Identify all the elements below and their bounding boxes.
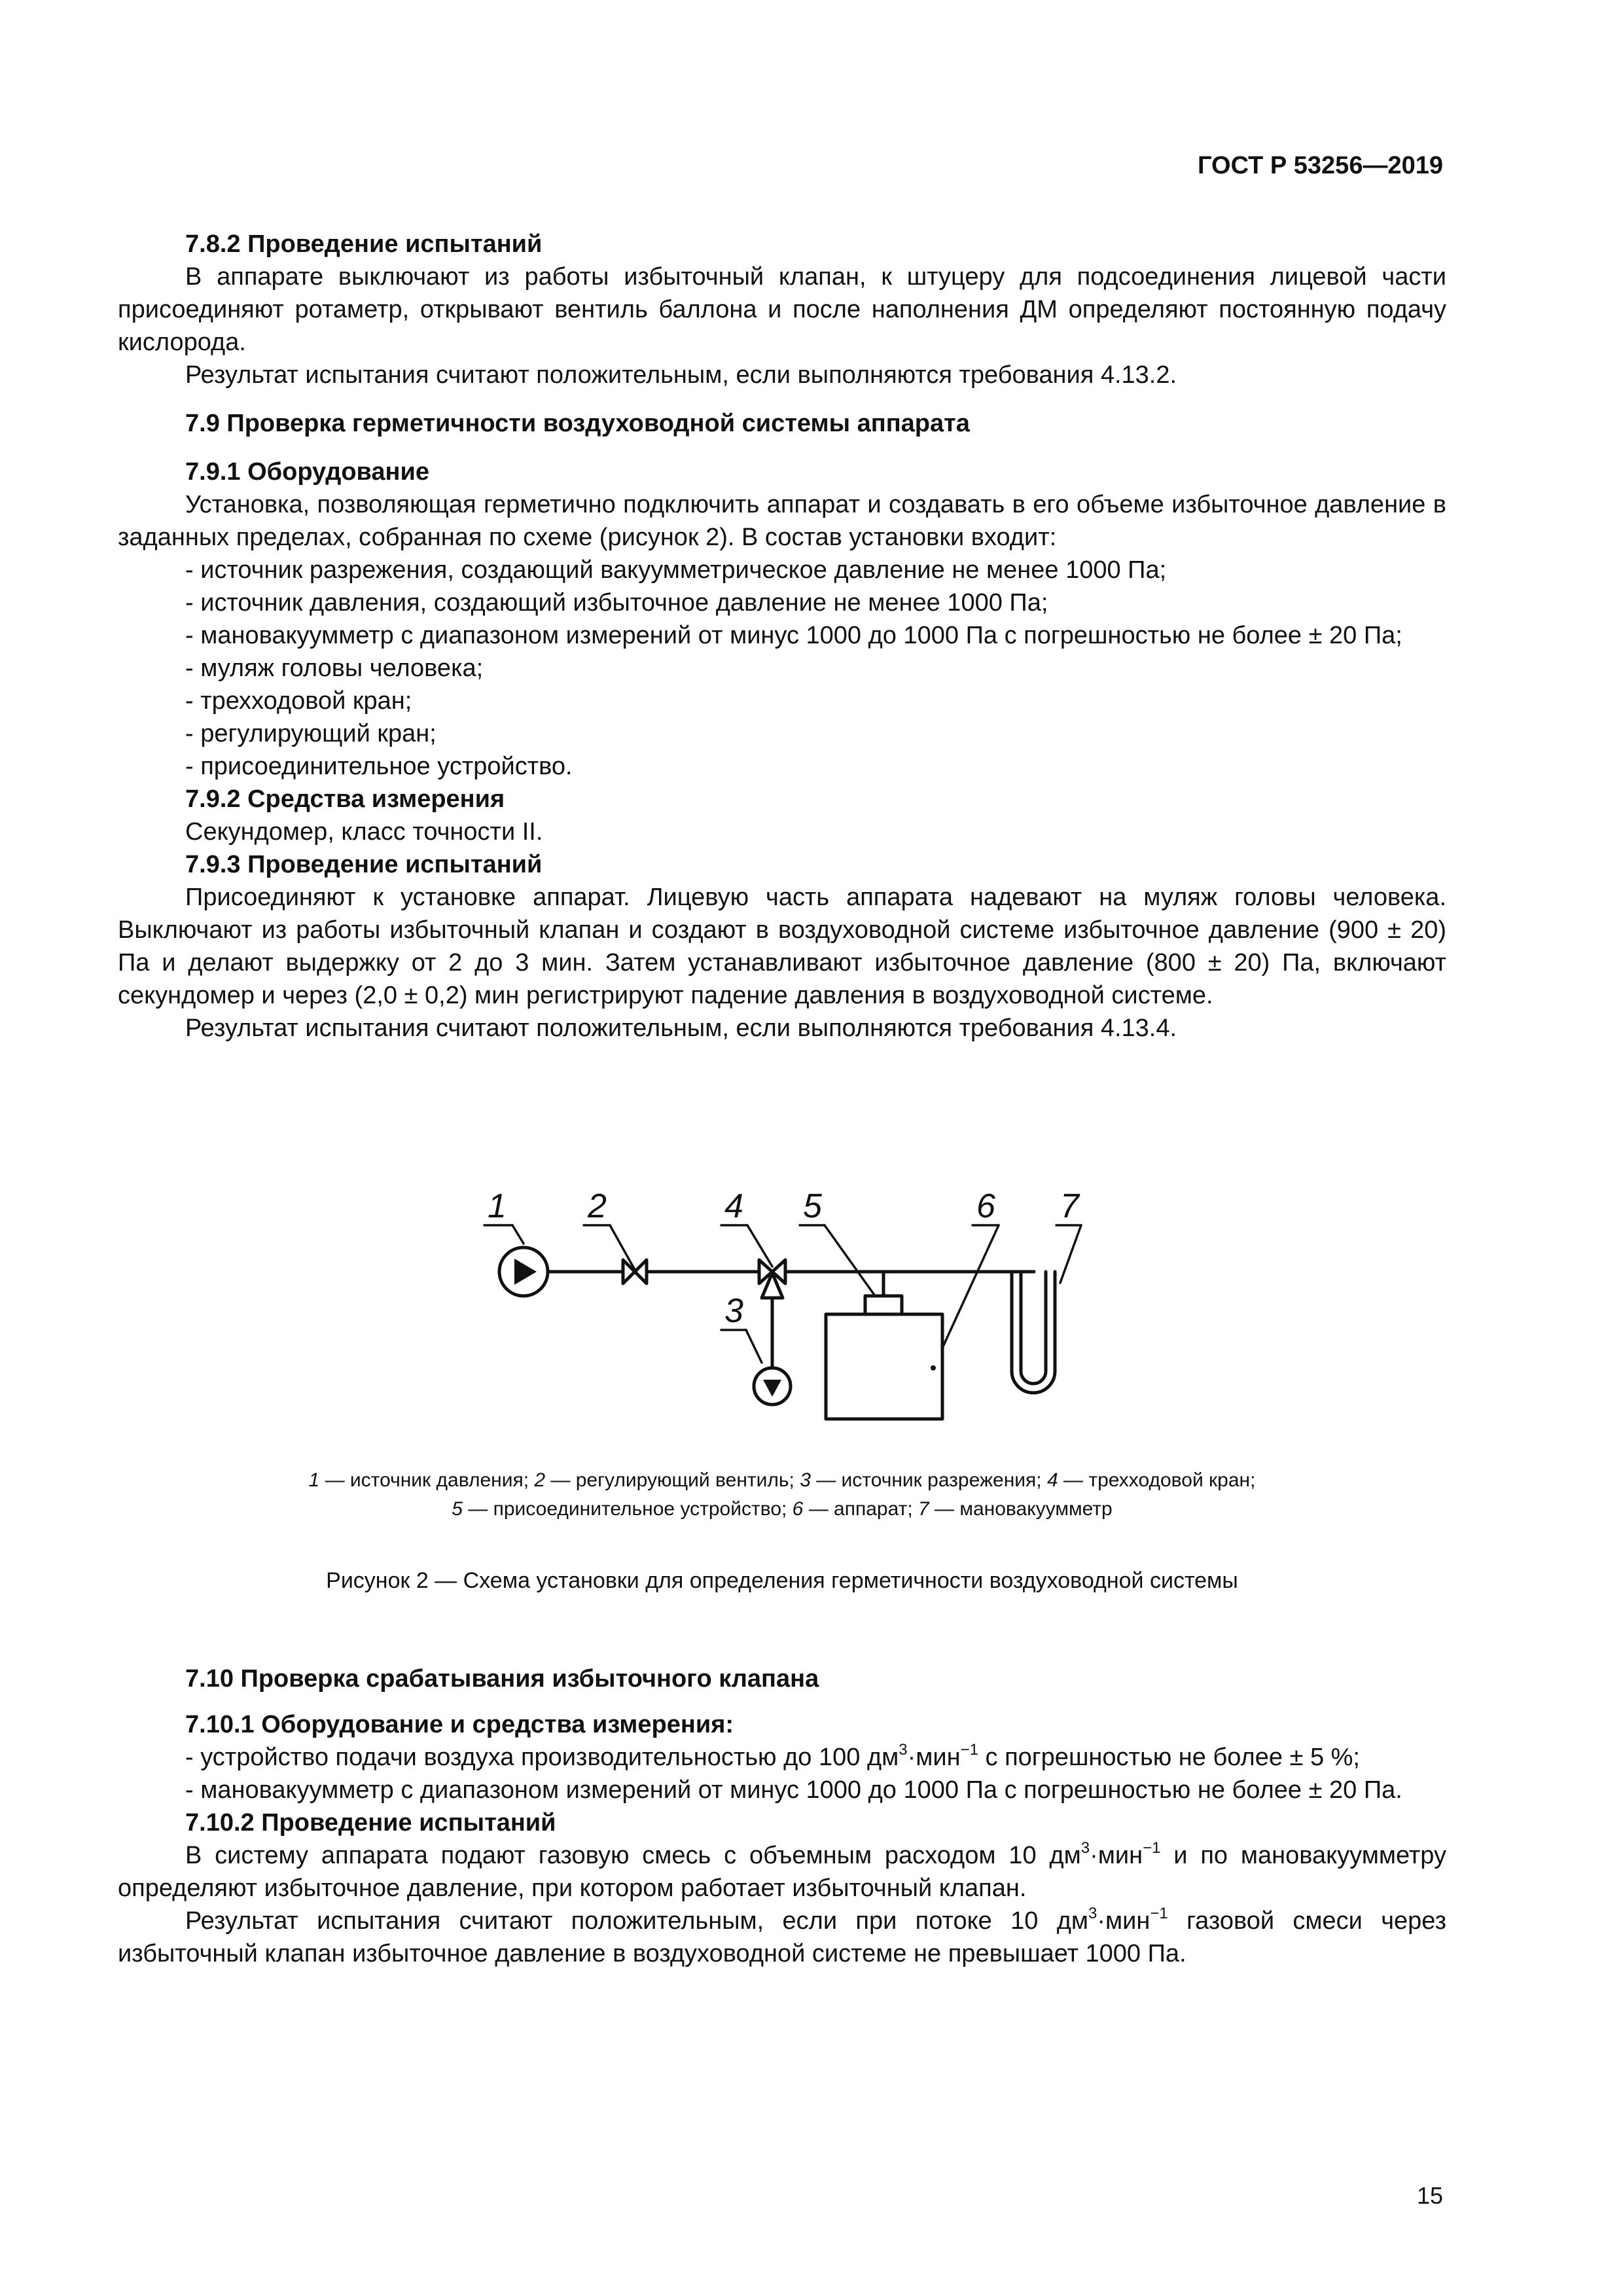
leader-dot (931, 1365, 936, 1371)
paragraph: Секундомер, класс точности II. (185, 818, 543, 846)
manometer-7 (1012, 1272, 1055, 1393)
down-arrow-icon (763, 1380, 781, 1397)
superscript: 3 (1088, 1905, 1097, 1922)
connection-device-5 (865, 1296, 902, 1314)
legend-text: — присоединительное устройство; (462, 1498, 793, 1520)
text-run: ·мин (1090, 1842, 1143, 1869)
paragraph: Результат испытания считают положительным, если выполняются требования 4.13.2. (185, 361, 1177, 389)
list-item: - муляж головы человека; (185, 655, 484, 682)
standard-designation: ГОСТ Р 53256—2019 (1198, 152, 1443, 179)
label-2: 2 (588, 1187, 607, 1225)
section-heading-7-10: 7.10 Проверка срабатывания избыточного клапана (185, 1665, 819, 1693)
list-item: - источник разрежения, создающий вакуумметрическое давление не менее 1000 Па; (185, 556, 1167, 584)
legend-text: — аппарат; (803, 1498, 919, 1520)
paragraph (118, 1905, 1446, 1970)
legend-num: 7 (918, 1498, 929, 1520)
paragraph: В аппарате выключают из работы избыточный клапан, к штуцеру для подсоединения лицевой части присоединяют ротаметр, открывают вентиль баллона и после наполнения ДМ определяют постоянную подачу кислорода. (118, 263, 1446, 356)
list-item: - источник давления, создающий избыточное давление не менее 1000 Па; (185, 589, 1048, 617)
figure-legend (118, 1466, 1446, 1524)
superscript: 3 (899, 1741, 908, 1759)
text-run: и по мановакуумметру определяют избыточное давление, при котором работает избыточный клапан. (118, 1842, 1446, 1902)
label-4: 4 (724, 1187, 743, 1225)
text-run: с погрешностью не более ± 5 %; (978, 1744, 1360, 1771)
play-arrow-icon (514, 1259, 537, 1285)
lower-text-block (118, 1662, 1446, 1970)
superscript: −1 (960, 1741, 978, 1759)
label-6: 6 (976, 1187, 995, 1225)
legend-num: 1 (308, 1469, 320, 1491)
text-run: газовой смеси через избыточный клапан избыточное давление в воздуховодной системе не превышает 1000 Па. (118, 1907, 1446, 1967)
text-run: ·мин (907, 1744, 961, 1771)
leader-7 (1060, 1225, 1081, 1283)
legend-num: 6 (792, 1498, 804, 1520)
section-heading-7-8-2: 7.8.2 Проведение испытаний (185, 230, 543, 258)
list-item: - мановакуумметр с диапазоном измерений от минус 1000 до 1000 Па с погрешностью не более ± 20 Па; (185, 622, 1402, 649)
apparatus-6 (826, 1314, 942, 1419)
legend-num: 5 (452, 1498, 463, 1520)
legend-line-2 (118, 1495, 1446, 1524)
text-run: В систему аппарата подают газовую смесь с объемным расходом 10 дм (185, 1842, 1081, 1869)
figure-2 (118, 1152, 1446, 1610)
leader-1 (512, 1225, 524, 1244)
section-heading-7-10-2: 7.10.2 Проведение испытаний (185, 1809, 556, 1837)
section-heading-7-9-2: 7.9.2 Средства измерения (185, 785, 505, 813)
paragraph (118, 1839, 1446, 1905)
list-item: - присоединительное устройство. (185, 753, 573, 780)
text-run: ·мин (1097, 1907, 1150, 1935)
superscript: −1 (1143, 1839, 1161, 1857)
superscript: 3 (1080, 1839, 1090, 1857)
label-1: 1 (488, 1187, 507, 1225)
superscript: −1 (1150, 1905, 1168, 1922)
label-3: 3 (724, 1292, 743, 1330)
text-run: - устройство подачи воздуха производительностью до 100 дм (185, 1744, 899, 1771)
legend-text: — мановакуумметр (929, 1498, 1113, 1520)
text-run: Результат испытания считают положительным, если при потоке 10 дм (185, 1907, 1089, 1935)
paragraph: Результат испытания считают положительным, если выполняются требования 4.13.4. (185, 1014, 1177, 1042)
list-item: - трехходовой кран; (185, 687, 412, 715)
section-heading-7-10-1: 7.10.1 Оборудование и средства измерения: (185, 1711, 734, 1738)
page-number: 15 (1416, 2182, 1443, 2209)
legend-num: 4 (1046, 1469, 1058, 1491)
legend-line-1 (118, 1466, 1446, 1495)
upper-text-block (118, 228, 1446, 1045)
legend-num: 2 (534, 1469, 546, 1491)
pressure-source-1 (499, 1247, 548, 1296)
paragraph: Установка, позволяющая герметично подключить аппарат и создавать в его объеме избыточное давление в заданных пределах, собранная по схеме (рисунок 2). В состав установки входит: (118, 491, 1446, 551)
list-item: - мановакуумметр с диапазоном измерений от минус 1000 до 1000 Па с погрешностью не более ± 20 Па. (185, 1776, 1402, 1804)
vacuum-source-3 (754, 1368, 791, 1405)
label-7: 7 (1060, 1187, 1079, 1225)
section-heading-7-9: 7.9 Проверка герметичности воздуховодной системы аппарата (185, 410, 970, 437)
leader-3 (746, 1330, 762, 1363)
legend-text: — источник давления; (319, 1469, 535, 1491)
legend-num: 3 (800, 1469, 811, 1491)
legend-text: — источник разрежения; (810, 1469, 1047, 1491)
legend-text: — трехходовой кран; (1058, 1469, 1256, 1491)
legend-text: — регулирующий вентиль; (545, 1469, 800, 1491)
label-5: 5 (803, 1187, 822, 1225)
section-heading-7-9-3: 7.9.3 Проведение испытаний (185, 851, 543, 878)
section-heading-7-9-1: 7.9.1 Оборудование (185, 458, 429, 486)
list-item (118, 1741, 1446, 1774)
regulating-valve-2 (623, 1260, 647, 1283)
paragraph: Присоединяют к установке аппарат. Лицевую часть аппарата надевают на муляж головы человека. Выключают из работы избыточный клапан и создают в воздуховодной системе избыточное давление (900 ± 20) Па и делают выдержку от 2 до 3 мин. Затем устанавливают избыточное давление (800 ± 20) Па, включают секундомер и через (2,0 ± 0,2) мин регистрируют падение давления в воздуховодной системе. (118, 884, 1446, 1009)
figure-caption: Рисунок 2 — Схема установки для определения герметичности воздуховодной системы (326, 1568, 1238, 1593)
list-item: - регулирующий кран; (185, 720, 437, 747)
setup-schematic (118, 1152, 1446, 1460)
